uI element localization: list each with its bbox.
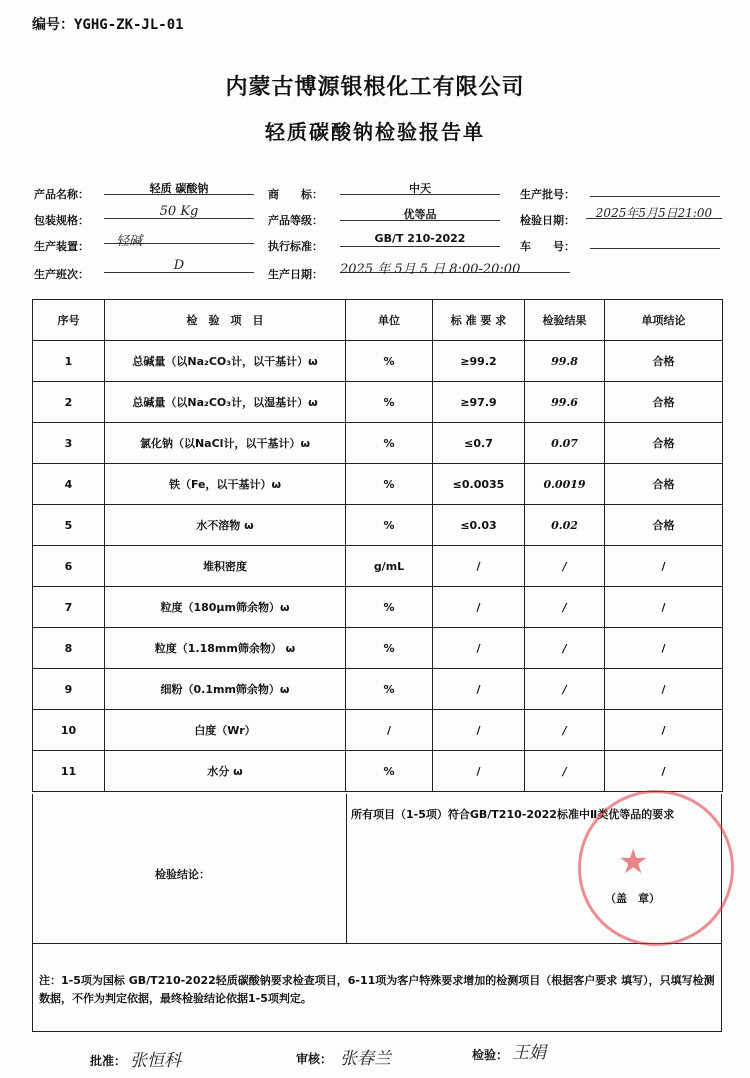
device-label: 生产装置：: [34, 240, 89, 253]
cell-unit: %: [346, 587, 433, 628]
company-name: 内蒙古博源银根化工有限公司: [225, 75, 525, 100]
pack-label: 包装规格：: [34, 214, 89, 227]
device-value: 轻碱: [104, 230, 254, 244]
table-row: [33, 382, 723, 423]
conclusion-divider: [346, 794, 347, 943]
cell-result: 0.07: [525, 423, 605, 464]
approve-signature: 张恒科: [130, 1051, 181, 1071]
cell-verdict: 合格: [605, 382, 723, 423]
cell-unit: %: [346, 505, 433, 546]
table-header-row: [33, 300, 723, 341]
report-title: 轻质碳酸钠检验报告单: [265, 120, 485, 144]
cell-result: 0.02: [525, 505, 605, 546]
table-row: [33, 546, 723, 587]
pack-value: 50 Kg: [104, 204, 254, 219]
table-row: [33, 628, 723, 669]
cell-no: 11: [33, 751, 105, 792]
col-header-result: 检验结果: [525, 300, 605, 341]
cell-unit: %: [346, 669, 433, 710]
cell-verdict: /: [605, 546, 723, 587]
brand-value: 中天: [340, 180, 500, 195]
col-header-verdict: 单项结论: [605, 300, 723, 341]
inspect-date-label: 检验日期：: [520, 214, 575, 227]
conclusion-text: 所有项目（1-5项）符合GB/T210-2022标准中Ⅱ类优等品的要求: [351, 808, 675, 821]
review-label: 审核：: [296, 1052, 333, 1066]
inspect-label: 检验：: [472, 1048, 509, 1062]
cell-unit: %: [346, 341, 433, 382]
cell-verdict: 合格: [605, 341, 723, 382]
prod-date-value: 2025 年 5月 5 日 8:00-20:00: [340, 258, 570, 273]
document-number: 编号：YGHG-ZK-JL-01: [32, 17, 184, 33]
prod-date-label: 生产日期：: [268, 268, 323, 281]
review-signature: 张春兰: [340, 1049, 391, 1069]
cell-requirement: /: [433, 587, 525, 628]
cell-item: 粒度（1.18mm筛余物） ω: [105, 628, 346, 669]
cell-no: 6: [33, 546, 105, 587]
cell-result: /: [525, 587, 605, 628]
cell-no: 4: [33, 464, 105, 505]
cell-verdict: /: [605, 587, 723, 628]
cell-verdict: /: [605, 628, 723, 669]
seal-star-icon: ★: [618, 842, 649, 882]
table-row: [33, 341, 723, 382]
grade-value: 优等品: [340, 206, 500, 221]
cell-requirement: ≤0.0035: [433, 464, 525, 505]
cell-item: 水不溶物 ω: [105, 505, 346, 546]
cell-no: 1: [33, 341, 105, 382]
cell-item: 铁（Fe，以干基计）ω: [105, 464, 346, 505]
batch-value: [590, 182, 720, 197]
cell-no: 10: [33, 710, 105, 751]
col-header-requirement: 标 准 要 求: [433, 300, 525, 341]
cell-result: 99.6: [525, 382, 605, 423]
col-header-item: 检 验 项 目: [105, 300, 346, 341]
cell-result: /: [525, 628, 605, 669]
company-seal-stamp: [578, 790, 734, 946]
cell-no: 7: [33, 587, 105, 628]
batch-label: 生产批号：: [520, 188, 575, 201]
table-row: [33, 464, 723, 505]
table-row: [33, 423, 723, 464]
cell-unit: %: [346, 628, 433, 669]
cell-no: 3: [33, 423, 105, 464]
grade-label: 产品等级：: [268, 214, 323, 227]
shift-value: D: [104, 258, 254, 273]
table-row: [33, 751, 723, 792]
inspection-table: [32, 299, 723, 792]
cell-requirement: /: [433, 546, 525, 587]
cell-verdict: /: [605, 751, 723, 792]
cell-verdict: 合格: [605, 505, 723, 546]
cell-item: 白度（Wr）: [105, 710, 346, 751]
cell-requirement: ≥99.2: [433, 341, 525, 382]
cell-result: 99.8: [525, 341, 605, 382]
cell-item: 总碱量（以Na₂CO₃计，以湿基计）ω: [105, 382, 346, 423]
vehicle-value: [590, 234, 720, 249]
cell-item: 堆积密度: [105, 546, 346, 587]
cell-unit: %: [346, 464, 433, 505]
table-row: [33, 710, 723, 751]
seal-caption: （盖 章）: [605, 892, 660, 905]
table-row: [33, 587, 723, 628]
cell-item: 粒度（180μm筛余物）ω: [105, 587, 346, 628]
cell-unit: %: [346, 382, 433, 423]
cell-requirement: ≥97.9: [433, 382, 525, 423]
cell-item: 氯化钠（以NaCl计，以干基计）ω: [105, 423, 346, 464]
cell-requirement: ≤0.7: [433, 423, 525, 464]
cell-verdict: /: [605, 710, 723, 751]
cell-requirement: /: [433, 628, 525, 669]
standard-value: GB/T 210-2022: [340, 232, 500, 247]
cell-requirement: /: [433, 710, 525, 751]
cell-verdict: /: [605, 669, 723, 710]
shift-label: 生产班次：: [34, 268, 89, 281]
cell-item: 水分 ω: [105, 751, 346, 792]
vehicle-label: 车 号：: [520, 240, 575, 253]
cell-unit: %: [346, 751, 433, 792]
cell-verdict: 合格: [605, 423, 723, 464]
cell-verdict: 合格: [605, 464, 723, 505]
cell-no: 2: [33, 382, 105, 423]
cell-result: /: [525, 669, 605, 710]
cell-no: 5: [33, 505, 105, 546]
table-row: [33, 669, 723, 710]
cell-result: 0.0019: [525, 464, 605, 505]
cell-no: 8: [33, 628, 105, 669]
cell-requirement: /: [433, 751, 525, 792]
cell-result: /: [525, 546, 605, 587]
cell-item: 总碱量（以Na₂CO₃计，以干基计）ω: [105, 341, 346, 382]
cell-unit: %: [346, 423, 433, 464]
approve-label: 批准：: [90, 1054, 127, 1068]
cell-unit: g/mL: [346, 546, 433, 587]
inspect-signature: 王娟: [512, 1043, 546, 1063]
cell-result: /: [525, 751, 605, 792]
col-header-no: 序号: [33, 300, 105, 341]
col-header-unit: 单位: [346, 300, 433, 341]
cell-unit: /: [346, 710, 433, 751]
note-text: 注：1-5项为国标 GB/T210-2022轻质碳酸钠要求检查项目，6-11项为客户特殊要求增加的检测项目（根据客户要求 填写），只填写检测数据，不作为判定依据，最终检验结论依据1-5项判定。: [32, 944, 722, 1032]
product-name-label: 产品名称：: [34, 188, 89, 201]
cell-no: 9: [33, 669, 105, 710]
inspect-date-value: 2025年5月5日21:00: [586, 204, 722, 219]
conclusion-label: 检验结论：: [155, 868, 210, 881]
cell-requirement: /: [433, 669, 525, 710]
brand-label: 商 标：: [268, 188, 323, 201]
product-name-value: 轻质 碳酸钠: [104, 180, 254, 195]
cell-requirement: ≤0.03: [433, 505, 525, 546]
table-row: [33, 505, 723, 546]
cell-item: 细粉（0.1mm筛余物）ω: [105, 669, 346, 710]
standard-label: 执行标准：: [268, 240, 323, 253]
cell-result: /: [525, 710, 605, 751]
